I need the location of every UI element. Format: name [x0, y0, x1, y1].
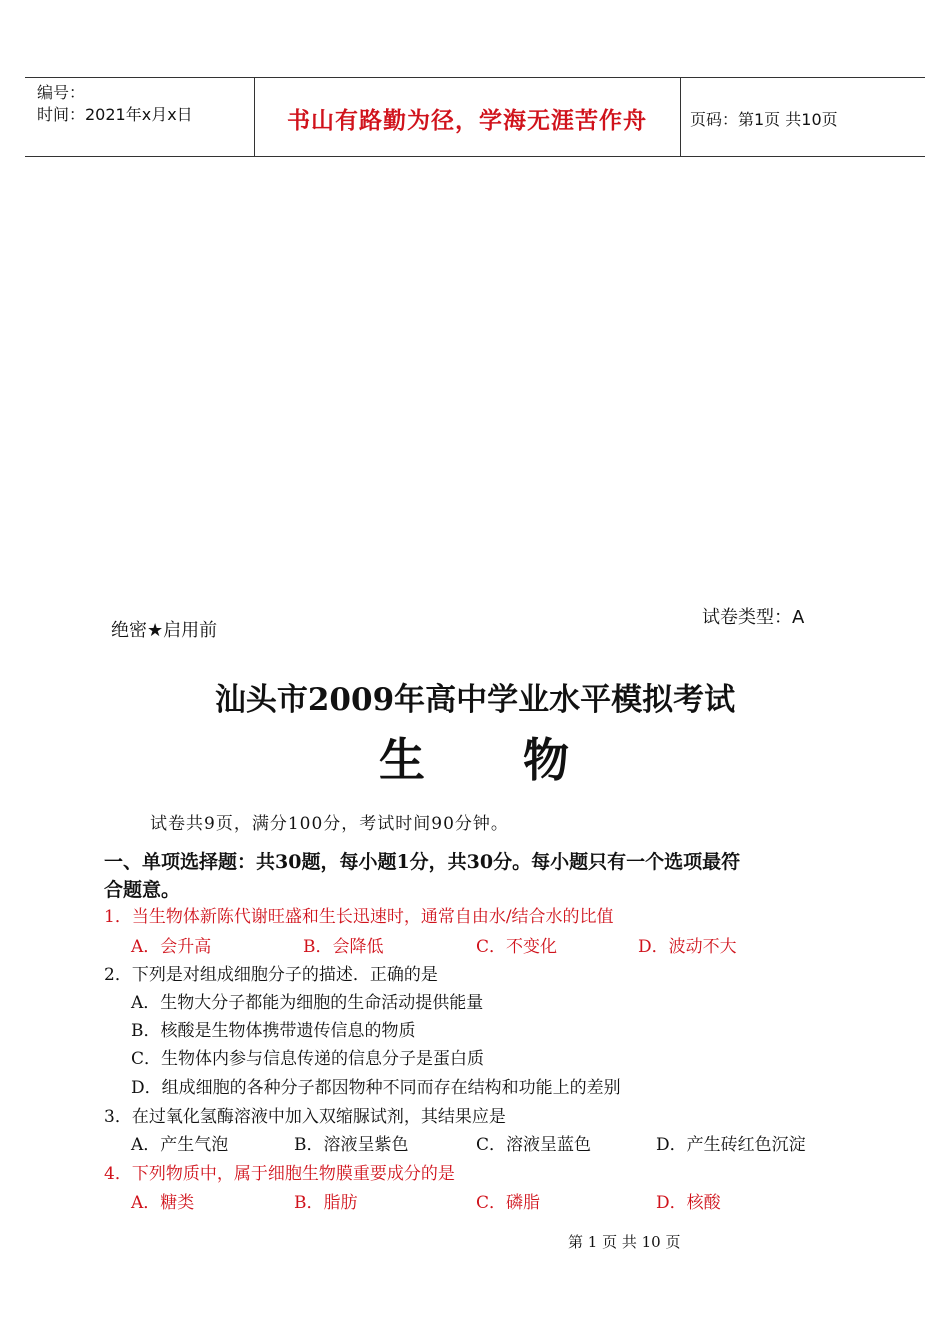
- question-4-stem: 4．下列物质中，属于细胞生物膜重要成分的是: [104, 1164, 455, 1184]
- question-1-option-b: B．会降低: [303, 937, 384, 957]
- header-divider: [680, 78, 681, 156]
- question-1-option-a: A．会升高: [131, 937, 212, 957]
- confidential-mark: 绝密★启用前: [111, 620, 218, 641]
- question-4-option-a: A．糖类: [131, 1193, 195, 1213]
- subject-title: 生 物: [379, 733, 571, 787]
- section-heading: [104, 848, 740, 904]
- question-3-option-b: B．溶液呈紫色: [294, 1135, 409, 1155]
- exam-intro: 试卷共9页，满分100分，考试时间90分钟。: [150, 814, 509, 834]
- header-motto: 书山有路勤为径，学海无涯苦作舟: [287, 108, 647, 134]
- section-heading-line: 合题意。: [104, 879, 181, 901]
- question-2-option-a: A．生物大分子都能为细胞的生命活动提供能量: [131, 993, 484, 1013]
- question-2-option-d: D．组成细胞的各种分子都因物种不同而存在结构和功能上的差别: [131, 1078, 621, 1098]
- page-footer: 第 1 页 共 10 页: [568, 1233, 681, 1251]
- time-label: 时间：2021年x月x日: [37, 105, 193, 124]
- question-3-option-d: D．产生砖红色沉淀: [656, 1135, 806, 1155]
- question-3-option-c: C．溶液呈蓝色: [476, 1135, 592, 1155]
- exam-title: 汕头市2009年高中学业水平模拟考试: [214, 682, 736, 718]
- paper-type: 试卷类型：A: [702, 607, 805, 628]
- section-heading-line: 一、单项选择题：共30题，每小题1分，共30分。每小题只有一个选项最符: [104, 851, 741, 873]
- question-4-option-b: B．脂肪: [294, 1193, 358, 1213]
- question-3-stem: 3．在过氧化氢酶溶液中加入双缩脲试剂，其结果应是: [104, 1107, 506, 1127]
- question-3-option-a: A．产生气泡: [131, 1135, 229, 1155]
- question-4-option-d: D．核酸: [656, 1193, 721, 1213]
- header-page-info: 页码：第1页 共10页: [690, 110, 838, 129]
- question-2-stem: 2．下列是对组成细胞分子的描述．正确的是: [104, 965, 438, 985]
- question-2-option-b: B．核酸是生物体携带遗传信息的物质: [131, 1021, 416, 1041]
- question-4-option-c: C．磷脂: [476, 1193, 541, 1213]
- question-1-option-d: D．波动不大: [638, 937, 737, 957]
- header-meta: [37, 82, 193, 126]
- question-1-option-c: C．不变化: [476, 937, 558, 957]
- page-header: [25, 77, 925, 157]
- number-label: 编号：: [37, 83, 86, 102]
- question-2-option-c: C．生物体内参与信息传递的信息分子是蛋白质: [131, 1049, 485, 1069]
- question-1-stem: 1．当生物体新陈代谢旺盛和生长迅速时，通常自由水/结合水的比值: [104, 907, 614, 927]
